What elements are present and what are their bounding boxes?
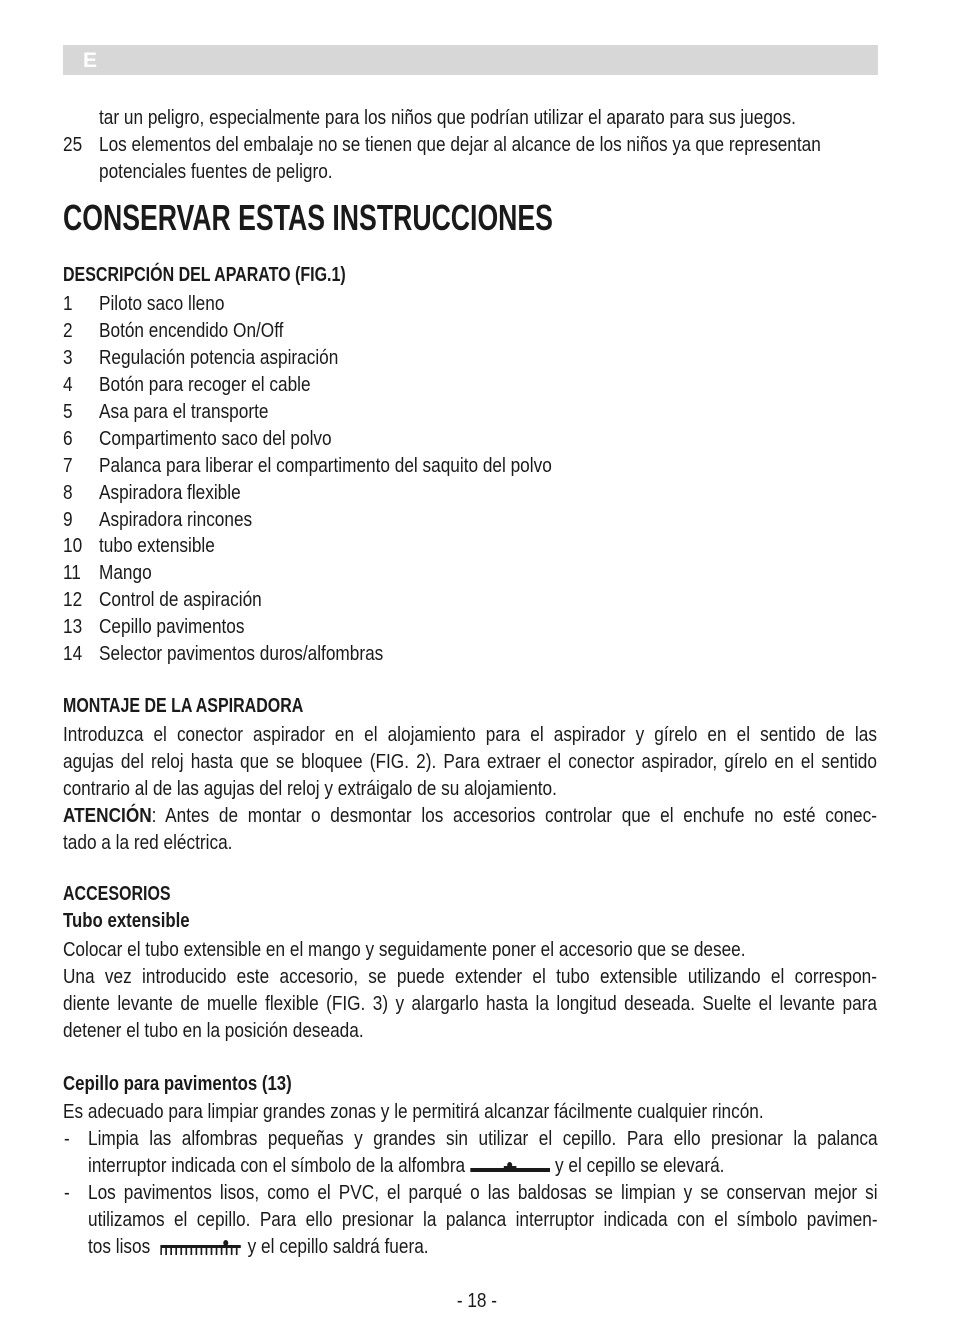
- list-item-number: 10: [63, 534, 83, 557]
- subsection-title-cepillo: [63, 1071, 335, 1098]
- section-title-montaje: [63, 693, 363, 720]
- paragraph-line: Una vez introducido este accesorio, se puede extender el tubo extensible utilizando el correspon-: [63, 965, 877, 988]
- bullet-dash: -: [64, 1181, 70, 1204]
- list-item: Asa para el transporte: [99, 400, 269, 423]
- intro-text: tar un peligro, especialmente para los niños que podrían utilizar el aparato para sus juegos.: [99, 106, 796, 129]
- section-title-accesorios: [63, 881, 197, 908]
- montaje-paragraph: [63, 721, 877, 856]
- paragraph-line: [88, 1233, 878, 1260]
- list-item-number: 13: [63, 615, 83, 638]
- paragraph-line: utilizamos el cepillo. Para ello presionar la palanca interruptor indicada con el símbolo pavimen-: [88, 1208, 878, 1231]
- list-item-number: 2: [63, 319, 73, 342]
- paragraph-line: Es adecuado para limpiar grandes zonas y le permitirá alcanzar fácilmente cualquier rincón.: [63, 1100, 764, 1123]
- floor-text-after: y el cepillo saldrá fuera.: [247, 1235, 429, 1258]
- list-item: Aspiradora rincones: [99, 508, 253, 531]
- header-bar: [63, 45, 878, 75]
- list-item-number: 4: [63, 373, 73, 396]
- list-item: Aspiradora flexible: [99, 481, 241, 504]
- section-title-text: MONTAJE DE LA ASPIRADORA: [63, 695, 304, 717]
- paragraph-line: Limpia las alfombras pequeñas y grandes sin utilizar el cepillo. Para ello presionar la palanca: [88, 1127, 878, 1150]
- paragraph-line: Introduzca el conector aspirador en el alojamiento para el aspirador y gírelo en el sentido de las: [63, 723, 877, 746]
- section-title-text: ACCESORIOS: [63, 883, 171, 905]
- list-item-number: 5: [63, 400, 73, 423]
- page-title: [63, 196, 725, 240]
- list-item: Compartimento saco del polvo: [99, 427, 332, 450]
- paragraph-line: contrario al de las agujas del reloj y extráigalo de su alojamiento.: [63, 777, 557, 800]
- paragraph-line: detener el tubo en la posición deseada.: [63, 1019, 364, 1042]
- list-item-number: 8: [63, 481, 73, 504]
- tubo-paragraph: [63, 936, 877, 1044]
- page-title-text: CONSERVAR ESTAS INSTRUCCIONES: [63, 197, 553, 238]
- list-item-number: 7: [63, 454, 73, 477]
- list-item: Botón para recoger el cable: [99, 373, 311, 396]
- item-25-text: potenciales fuentes de peligro.: [99, 160, 333, 183]
- paragraph-line: agujas del reloj hasta que se bloquee (FIG. 2). Para extraer el conector aspirador, gírelo en el sentido: [63, 750, 877, 773]
- paragraph-line: Colocar el tubo extensible en el mango y seguidamente poner el accesorio que se desee.: [63, 938, 746, 961]
- list-item-number: 6: [63, 427, 73, 450]
- list-item-number: 3: [63, 346, 73, 369]
- list-item-number: 11: [63, 561, 81, 584]
- item-25-line: [99, 158, 377, 185]
- list-item: Cepillo pavimentos: [99, 615, 245, 638]
- list-item: Regulación potencia aspiración: [99, 346, 339, 369]
- subsection-title-tubo: [63, 908, 214, 935]
- attention-text: : Antes de montar o desmontar los accesorios controlar que el enchufe no esté conec-: [151, 804, 877, 827]
- item-25-number: 25: [63, 133, 83, 156]
- list-item-number: 14: [63, 642, 83, 665]
- list-item: Botón encendido On/Off: [99, 319, 284, 342]
- subsection-title-text: Tubo extensible: [63, 910, 190, 932]
- list-item: Control de aspiración: [99, 588, 262, 611]
- bullet-item-floor: [88, 1179, 878, 1260]
- list-item: Selector pavimentos duros/alfombras: [99, 642, 384, 665]
- item-25-line: [99, 131, 954, 158]
- attention-line: [63, 802, 877, 829]
- bullet-dash: -: [64, 1127, 70, 1150]
- list-item: Palanca para liberar el compartimento del saquito del polvo: [99, 454, 552, 477]
- floor-text-before: tos lisos: [88, 1235, 151, 1258]
- hard-floor-symbol-icon: [160, 1240, 241, 1256]
- section-title-description: [63, 262, 416, 289]
- cepillo-paragraph: [63, 1098, 877, 1125]
- list-item-number: 9: [63, 508, 73, 531]
- item-number: [63, 131, 86, 158]
- list-item: Mango: [99, 561, 152, 584]
- paragraph-line: tado a la red eléctrica.: [63, 831, 233, 854]
- list-item: tubo extensible: [99, 534, 215, 557]
- paragraph-line: diente levante de muelle flexible (FIG. 3) y alargarlo hasta la longitud deseada. Suelte el levante para: [63, 992, 877, 1015]
- carpet-symbol-icon: [470, 1160, 550, 1174]
- list-item-number: 12: [63, 588, 83, 611]
- item-25-text: Los elementos del embalaje no se tienen que dejar al alcance de los niños ya que representan: [99, 133, 821, 156]
- page-number-text: - 18 -: [456, 1289, 498, 1312]
- list-item-number: 1: [63, 292, 73, 315]
- page-number: [0, 1287, 954, 1314]
- section-title-text: DESCRIPCIÓN DEL APARATO (FIG.1): [63, 264, 346, 286]
- subsection-title-text: Cepillo para pavimentos (13): [63, 1073, 292, 1095]
- paragraph-line: [88, 1152, 878, 1179]
- carpet-text-before: interruptor indicada con el símbolo de la alfombra: [88, 1154, 466, 1177]
- carpet-text-after: y el cepillo se elevará.: [555, 1154, 725, 1177]
- attention-label: ATENCIÓN: [63, 804, 152, 827]
- bullet-item-carpet: [88, 1125, 878, 1179]
- language-letter: E: [83, 49, 98, 72]
- paragraph-line: Los pavimentos lisos, como el PVC, el parqué o las baldosas se limpian y se conservan mejor si: [88, 1181, 878, 1204]
- list-item: Piloto saco lleno: [99, 292, 225, 315]
- intro-line: [99, 104, 929, 131]
